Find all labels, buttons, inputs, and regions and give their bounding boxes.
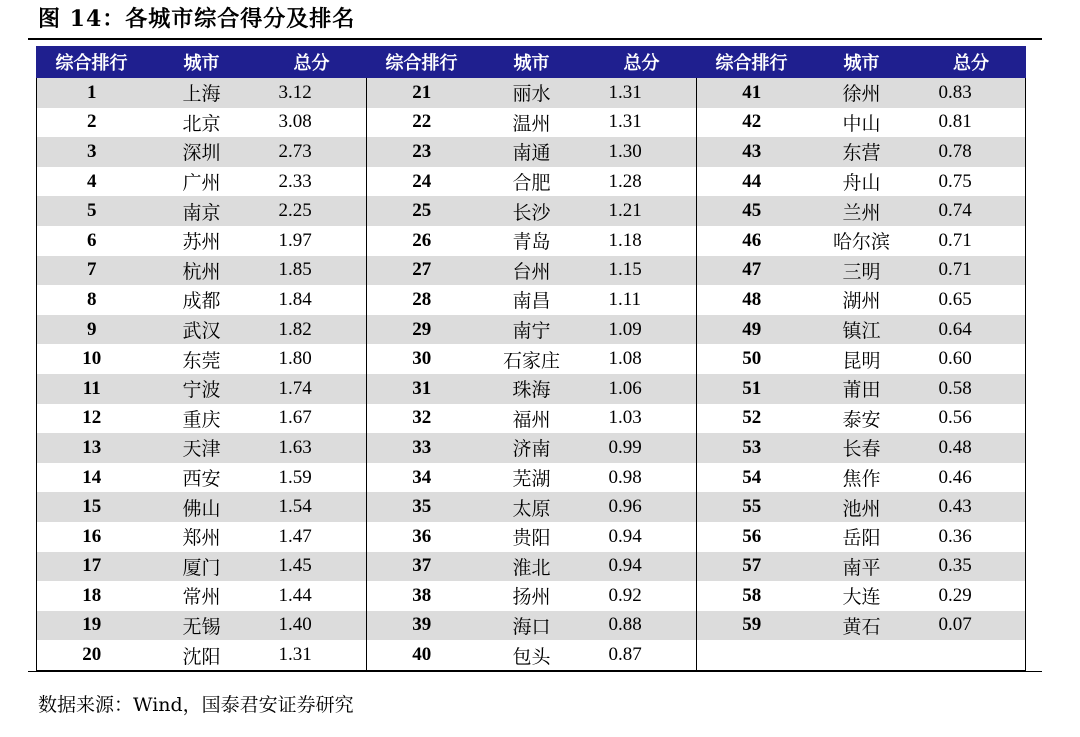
score-cell: 0.58 (917, 374, 1026, 404)
score-cell: 2.33 (278, 170, 312, 192)
city-cell: 西安 (182, 468, 221, 491)
rank-cell: 57 (697, 552, 807, 582)
score-cell: 1.82 (257, 315, 367, 345)
city-cell: 湖州 (842, 290, 881, 313)
city-cell: 东莞 (182, 349, 221, 372)
city-cell: 杭州 (147, 256, 257, 286)
score-cell: 3.12 (257, 78, 367, 108)
score-cell: 3.08 (278, 111, 312, 133)
table-row (37, 433, 1026, 463)
city-cell: 福州 (512, 408, 551, 431)
score-cell: 1.44 (278, 584, 312, 606)
city-cell: 丽水 (477, 78, 587, 108)
rank-cell: 50 (697, 344, 807, 374)
city-cell: 中山 (842, 112, 881, 135)
city-cell: 珠海 (477, 374, 587, 404)
city-cell: 三明 (807, 256, 917, 286)
rank-cell: 43 (697, 137, 807, 167)
rank-cell: 47 (697, 256, 807, 286)
city-cell: 常州 (182, 586, 221, 609)
table-row (37, 256, 1026, 286)
score-cell: 0.29 (917, 581, 1026, 611)
city-cell: 广州 (182, 172, 221, 195)
score-cell: 1.08 (608, 348, 642, 370)
city-cell: 长沙 (477, 196, 587, 226)
rank-cell: 53 (697, 433, 807, 463)
rank-cell: 25 (367, 196, 477, 226)
rank-cell: 39 (367, 611, 477, 641)
city-cell: 重庆 (182, 408, 221, 431)
rank-cell: 51 (697, 374, 807, 404)
score-cell: 0.74 (917, 196, 1026, 226)
city-cell: 济南 (477, 433, 587, 463)
rank-cell: 20 (37, 640, 147, 670)
score-cell: 1.84 (278, 288, 312, 310)
rank-cell: 7 (37, 256, 147, 286)
rank-cell: 26 (367, 226, 477, 256)
table-row (37, 463, 1026, 493)
figure-title: 图 14：各城市综合得分及排名 (38, 6, 356, 32)
city-cell: 青岛 (512, 231, 551, 254)
city-cell: 包头 (477, 640, 587, 670)
city-cell: 南通 (477, 137, 587, 167)
table-row (37, 552, 1026, 582)
city-cell: 淮北 (477, 552, 587, 582)
rank-cell: 17 (37, 552, 147, 582)
score-cell: 1.45 (257, 552, 367, 582)
rank-cell: 2 (37, 108, 147, 138)
score-cell: 0.60 (917, 344, 1026, 374)
rank-cell: 36 (367, 522, 477, 552)
rank-cell (697, 640, 807, 670)
rank-cell: 37 (367, 552, 477, 582)
city-cell: 沈阳 (147, 640, 257, 670)
score-cell: 0.71 (917, 226, 1026, 256)
city-cell: 石家庄 (502, 349, 560, 372)
rank-cell: 45 (697, 196, 807, 226)
rank-cell: 44 (697, 167, 807, 197)
rank-cell: 32 (367, 404, 477, 434)
city-cell: 海口 (477, 611, 587, 641)
score-cell: 1.67 (278, 407, 312, 429)
table-row (37, 137, 1026, 167)
table-row (37, 492, 1026, 522)
table-row (37, 404, 1026, 434)
rank-cell: 40 (367, 640, 477, 670)
rank-cell: 14 (37, 463, 147, 493)
city-cell: 哈尔滨 (832, 231, 890, 254)
score-cell: 0.46 (917, 463, 1026, 493)
score-cell: 1.85 (257, 256, 367, 286)
city-cell: 郑州 (182, 527, 221, 550)
rank-cell: 42 (697, 108, 807, 138)
rank-cell: 56 (697, 522, 807, 552)
city-cell: 芜湖 (512, 468, 551, 491)
score-header: 总分 (257, 47, 367, 78)
score-cell: 1.03 (608, 407, 642, 429)
city-header: 城市 (477, 47, 587, 78)
city-cell: 镇江 (807, 315, 917, 345)
city-cell: 无锡 (147, 611, 257, 641)
table-row (37, 196, 1026, 226)
rank-cell: 28 (367, 285, 477, 315)
rank-cell: 5 (37, 196, 147, 226)
city-cell: 昆明 (842, 349, 881, 372)
city-cell: 上海 (147, 78, 257, 108)
score-cell: 0.92 (608, 584, 642, 606)
score-cell: 0.81 (917, 108, 1026, 138)
city-cell: 深圳 (147, 137, 257, 167)
score-cell: 0.96 (587, 492, 697, 522)
city-cell: 天津 (147, 433, 257, 463)
rank-cell: 52 (697, 404, 807, 434)
city-cell: 太原 (477, 492, 587, 522)
score-cell: 0.65 (917, 285, 1026, 315)
score-cell: 0.36 (917, 522, 1026, 552)
rank-cell: 6 (37, 226, 147, 256)
score-header: 总分 (587, 47, 697, 78)
table-row (37, 522, 1026, 552)
header-row (37, 47, 1026, 78)
score-cell: 1.47 (278, 525, 312, 547)
rank-cell: 54 (697, 463, 807, 493)
city-cell: 台州 (477, 256, 587, 286)
rank-cell: 13 (37, 433, 147, 463)
score-cell (917, 640, 1026, 670)
score-cell: 0.64 (917, 315, 1026, 345)
rank-cell: 59 (697, 611, 807, 641)
score-cell: 1.31 (587, 78, 697, 108)
table-row (37, 374, 1026, 404)
rank-cell: 34 (367, 463, 477, 493)
score-cell: 0.88 (587, 611, 697, 641)
score-header: 总分 (917, 47, 1026, 78)
rank-cell: 24 (367, 167, 477, 197)
rank-header: 综合排行 (697, 47, 807, 78)
city-cell: 贵阳 (512, 527, 551, 550)
score-cell: 0.35 (917, 552, 1026, 582)
score-cell: 1.09 (587, 315, 697, 345)
rank-cell: 21 (367, 78, 477, 108)
city-cell: 南平 (807, 552, 917, 582)
city-cell: 成都 (182, 290, 221, 313)
score-cell: 1.59 (278, 466, 312, 488)
city-cell: 厦门 (147, 552, 257, 582)
rank-cell: 10 (37, 344, 147, 374)
rank-cell: 31 (367, 374, 477, 404)
city-cell: 东营 (807, 137, 917, 167)
city-cell: 徐州 (807, 78, 917, 108)
score-cell: 0.94 (587, 552, 697, 582)
rank-cell: 19 (37, 611, 147, 641)
rank-cell: 3 (37, 137, 147, 167)
city-cell: 合肥 (512, 172, 551, 195)
table-row (37, 285, 1026, 315)
city-ranking-table (36, 46, 1026, 671)
score-cell: 1.15 (587, 256, 697, 286)
city-cell: 岳阳 (842, 527, 881, 550)
score-cell: 1.31 (608, 111, 642, 133)
score-cell: 1.40 (257, 611, 367, 641)
city-cell: 宁波 (147, 374, 257, 404)
score-cell: 0.83 (917, 78, 1026, 108)
score-cell: 0.78 (917, 137, 1026, 167)
rank-header: 综合排行 (37, 47, 147, 78)
city-cell: 兰州 (807, 196, 917, 226)
rank-cell: 15 (37, 492, 147, 522)
city-cell: 池州 (807, 492, 917, 522)
city-cell: 长春 (807, 433, 917, 463)
rank-cell: 46 (697, 226, 807, 256)
rank-cell: 29 (367, 315, 477, 345)
score-cell: 1.11 (608, 288, 642, 310)
rank-cell: 23 (367, 137, 477, 167)
bottom-rule (28, 671, 1042, 672)
city-cell: 莆田 (807, 374, 917, 404)
rank-cell: 4 (37, 167, 147, 197)
score-cell: 1.74 (257, 374, 367, 404)
rank-cell: 18 (37, 581, 147, 611)
source-note: 数据来源：Wind，国泰君安证券研究 (38, 694, 354, 716)
score-cell: 1.28 (608, 170, 642, 192)
table-row (37, 167, 1026, 197)
score-cell: 1.30 (587, 137, 697, 167)
city-header: 城市 (147, 47, 257, 78)
score-cell: 1.54 (257, 492, 367, 522)
table-row (37, 640, 1026, 670)
rank-cell: 9 (37, 315, 147, 345)
rank-cell: 16 (37, 522, 147, 552)
score-cell: 0.48 (917, 433, 1026, 463)
rank-cell: 1 (37, 78, 147, 108)
rank-cell: 22 (367, 108, 477, 138)
score-cell: 2.25 (257, 196, 367, 226)
score-cell: 1.18 (608, 229, 642, 251)
city-cell: 北京 (182, 112, 221, 135)
rank-cell: 8 (37, 285, 147, 315)
rank-cell: 27 (367, 256, 477, 286)
city-cell: 南京 (147, 196, 257, 226)
score-cell: 1.21 (587, 196, 697, 226)
city-cell: 温州 (512, 112, 551, 135)
table-row (37, 108, 1026, 138)
score-cell: 1.97 (278, 229, 312, 251)
table-row (37, 315, 1026, 345)
rank-cell: 35 (367, 492, 477, 522)
score-cell: 1.80 (278, 348, 312, 370)
score-cell: 0.94 (608, 525, 642, 547)
rank-cell: 55 (697, 492, 807, 522)
score-cell: 2.73 (257, 137, 367, 167)
city-header: 城市 (807, 47, 917, 78)
city-cell: 南宁 (477, 315, 587, 345)
city-cell: 苏州 (182, 231, 221, 254)
city-cell: 南昌 (512, 290, 551, 313)
city-cell (807, 640, 917, 670)
score-cell: 0.99 (587, 433, 697, 463)
rank-cell: 58 (697, 581, 807, 611)
score-cell: 0.98 (608, 466, 642, 488)
table-row (37, 611, 1026, 641)
rank-cell: 30 (367, 344, 477, 374)
score-cell: 0.56 (917, 404, 1026, 434)
score-cell: 1.31 (257, 640, 367, 670)
city-cell: 佛山 (147, 492, 257, 522)
table-row (37, 581, 1026, 611)
score-cell: 1.06 (587, 374, 697, 404)
score-cell: 0.43 (917, 492, 1026, 522)
score-cell: 0.71 (917, 256, 1026, 286)
score-cell: 0.07 (917, 611, 1026, 641)
rank-cell: 12 (37, 404, 147, 434)
score-cell: 0.75 (917, 167, 1026, 197)
city-cell: 大连 (842, 586, 881, 609)
city-cell: 焦作 (842, 468, 881, 491)
rank-cell: 33 (367, 433, 477, 463)
city-cell: 扬州 (512, 586, 551, 609)
rank-cell: 41 (697, 78, 807, 108)
rank-cell: 38 (367, 581, 477, 611)
city-cell: 武汉 (147, 315, 257, 345)
rank-cell: 11 (37, 374, 147, 404)
score-cell: 1.63 (257, 433, 367, 463)
rank-cell: 48 (697, 285, 807, 315)
city-cell: 舟山 (842, 172, 881, 195)
rank-cell: 49 (697, 315, 807, 345)
score-cell: 0.87 (587, 640, 697, 670)
top-rule (28, 38, 1042, 40)
rank-header: 综合排行 (367, 47, 477, 78)
table-row (37, 78, 1026, 108)
table-row (37, 344, 1026, 374)
table-row (37, 226, 1026, 256)
city-cell: 泰安 (842, 408, 881, 431)
city-cell: 黄石 (807, 611, 917, 641)
